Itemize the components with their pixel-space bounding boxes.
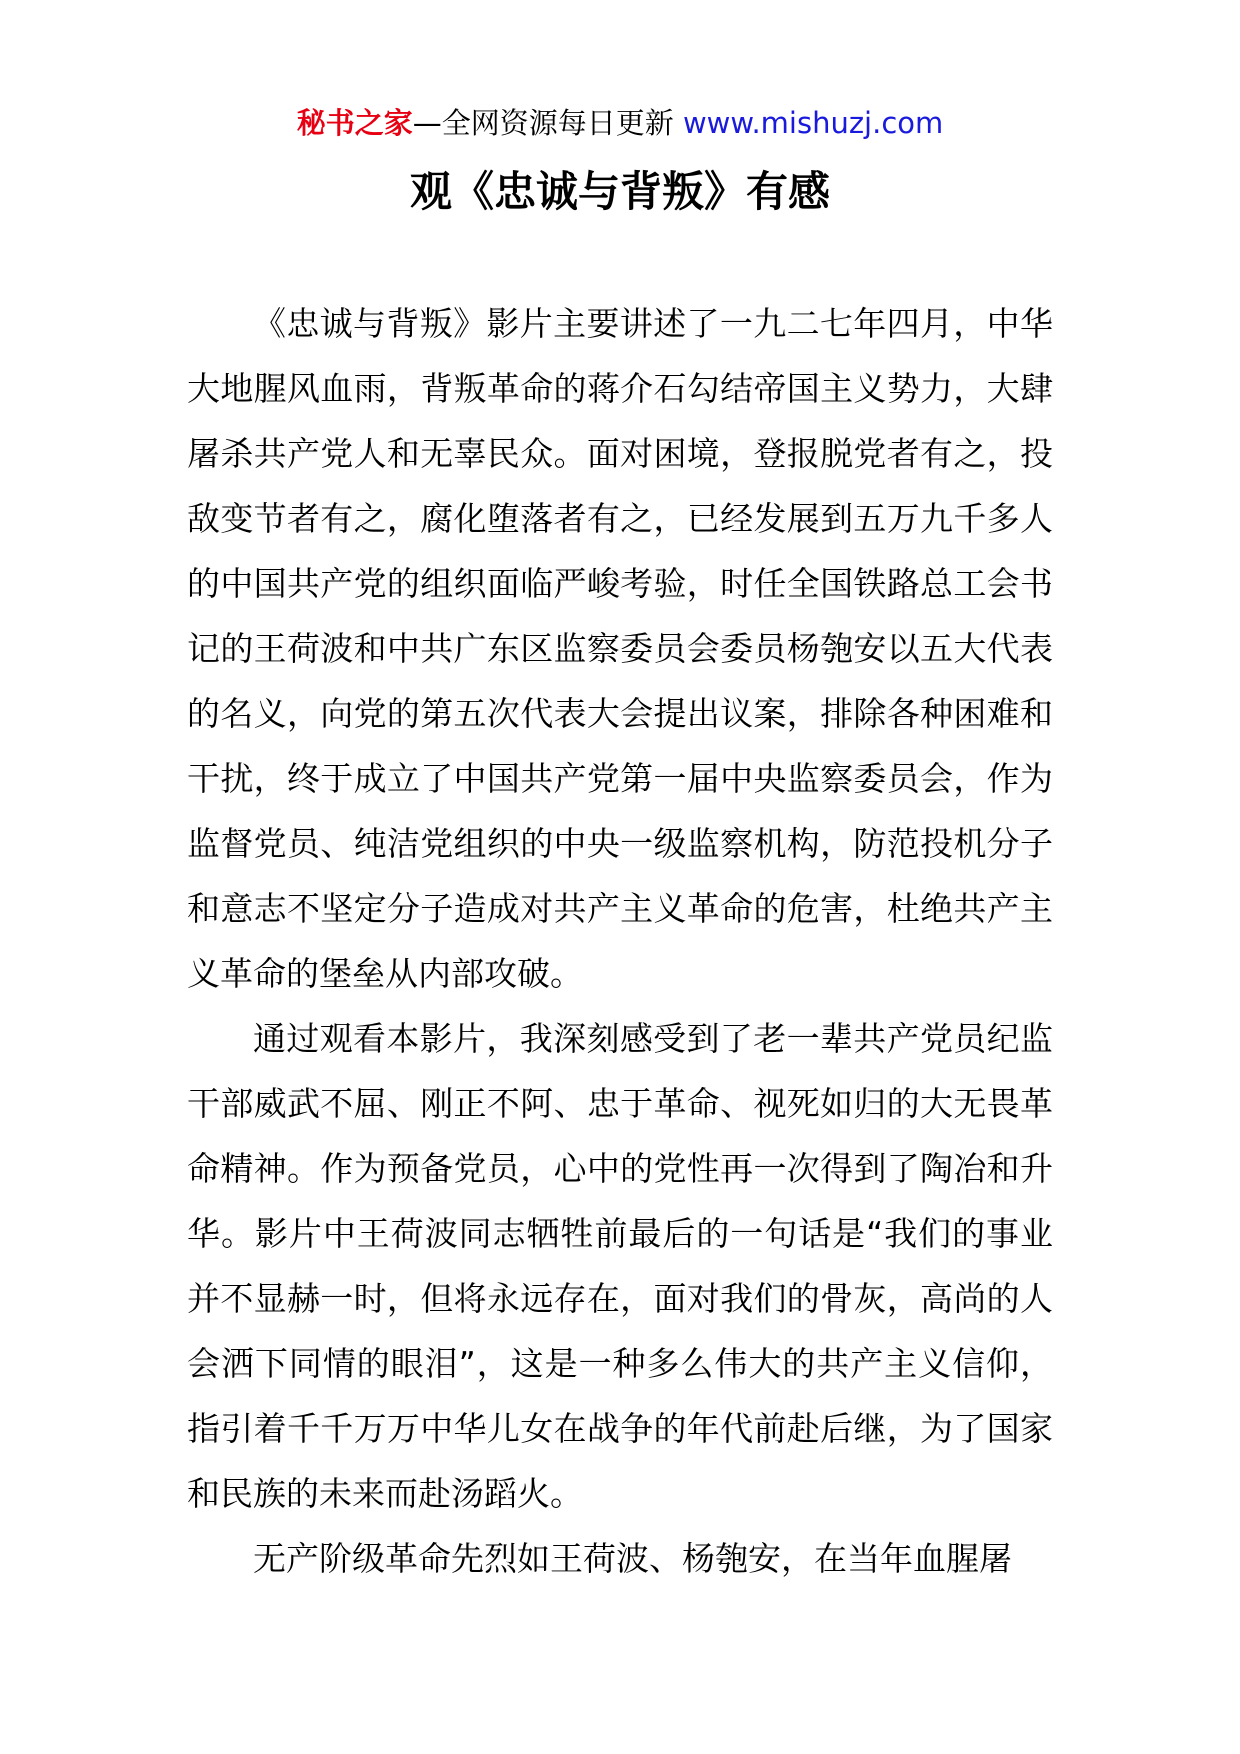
site-tagline: —全网资源每日更新 [412,106,674,140]
paragraph-3: 无产阶级革命先烈如王荷波、杨匏安，在当年血腥屠 [253,1539,1012,1578]
paragraph-2: 通过观看本影片，我深刻感受到了老一辈共产党员纪监干部威武不屈、刚正不阿、忠于革命、视死如归的大无畏革命精神。作为预备党员，心中的党性再一次得到了陶冶和升华。影片中王荷波同志牺牲前最后的一句话是“我们的事业并不显赫一时，但将永远存在，面对我们的骨灰，高尚的人会洒下同情的眼泪”，这是一种多么伟大的共产主义信仰，指引着千千万万中华儿女在战争的年代前赴后继，为了国家和民族的未来而赴汤蹈火。 [187,1019,1053,1513]
paragraph-1: 《忠诚与背叛》影片主要讲述了一九二七年四月，中华大地腥风血雨，背叛革命的蒋介石勾结帝国主义势力，大肆屠杀共产党人和无辜民众。面对困境，登报脱党者有之，投敌变节者有之，腐化堕落者有之，已经发展到五万九千多人的中国共产党的组织面临严峻考验，时任全国铁路总工会书记的王荷波和中共广东区监察委员会委员杨匏安以五大代表的名义，向党的第五次代表大会提出议案，排除各种困难和干扰，终于成立了中国共产党第一届中央监察委员会，作为监督党员、纯洁党组织的中央一级监察机构，防范投机分子和意志不坚定分子造成对共产主义革命的危害，杜绝共产主义革命的堡垒从内部攻破。 [187,304,1053,993]
site-brand: 秘书之家 [296,106,413,140]
site-header [0,103,1240,143]
document-body [187,291,1053,1591]
document-title: 观《忠诚与背叛》有感 [409,167,830,216]
site-url-link[interactable]: www.mishuzj.com [682,106,944,140]
